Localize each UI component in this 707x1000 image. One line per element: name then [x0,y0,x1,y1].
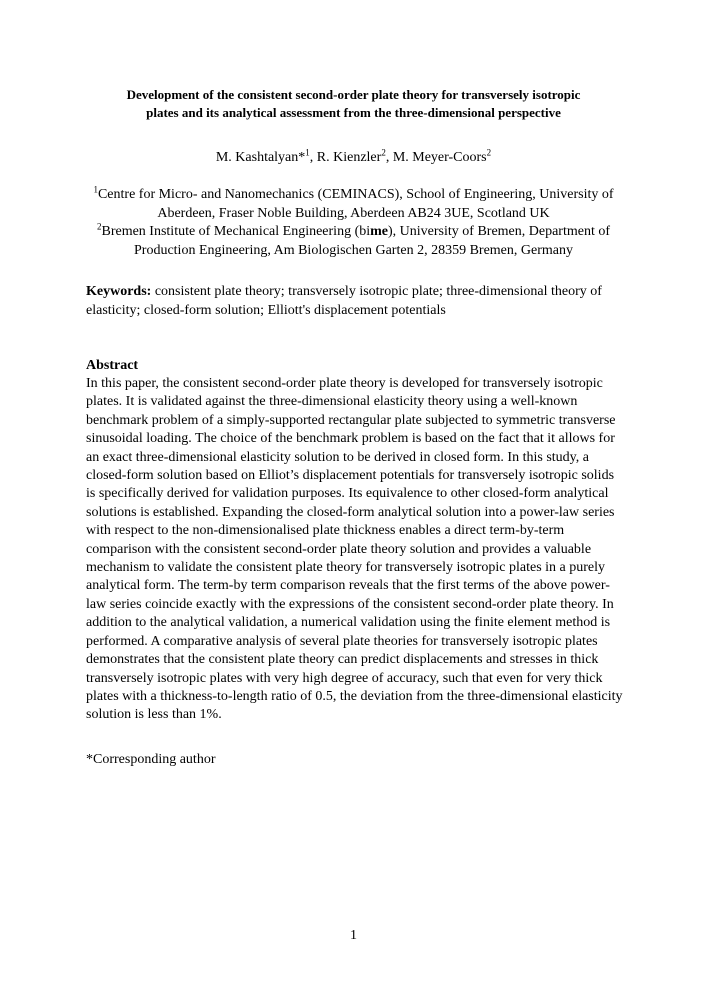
affiliation-1-mark: 1 [93,184,98,195]
affiliation-2 [86,223,621,260]
abstract-heading: Abstract [86,358,139,373]
affiliation-2-text-pre: Bremen Institute of Mechanical Engineering (bi [101,224,371,239]
author-kashtalyan-affil-mark: 1 [305,147,310,158]
corresponding-author-note: *Corresponding author [86,752,216,767]
title-line-2: plates and its analytical assessment from the three-dimensional perspective [146,105,561,120]
affiliation-2-text-bold: me [370,224,389,239]
author-separator: , [309,150,317,165]
author-separator: , [385,150,393,165]
abstract-body: In this paper, the consistent second-order plate theory is developed for transversely isotropic plates. It is validated against the three-dimensional elasticity theory using a well-known benchmark problem of a simply-supported rectangular plate subjected to symmetric transverse sinusoidal loading. The choice of the benchmark problem is based on the fact that it allows for an exact three-dimensional elasticity solution to be derived in closed form. In this study, a closed-form solution based on Elliot’s displacement potentials for transversely isotropic solids is specifically derived for validation purposes. Its equivalence to other closed-form analytical solutions is established. Expanding the closed-form analytical solution into a power-law series with respect to the non-dimensionalised plate thickness enables a direct term-by-term comparison with the consistent second-order plate theory solution and provides a valuable mechanism to validate the consistent plate theory for transversely isotropic plates in a purely analytical form. The term-by term comparison reveals that the first terms of the above power-law series coincide exactly with the expressions of the consistent second-order plate theory. In addition to the analytical validation, a numerical validation using the finite element method is performed. A comparative analysis of several plate theories for transversely isotropic plates demonstrates that the consistent plate theory can predict displacements and stresses in thick transversely isotropic plates with very high degree of accuracy, such that even for very thick plates with a thickness-to-length ratio of 0.5, the deviation from the three-dimensional elasticity solution is less than 1%. [86,376,623,723]
affiliation-list [86,186,621,260]
paper-title [90,86,617,122]
affiliation-1-text: Centre for Micro- and Nanomechanics (CEMINACS), School of Engineering, University of Aberdeen, Fraser Noble Building, Aberdeen AB24 3UE, Scotland UK [97,187,614,221]
author-meyer-coors: M. Meyer-Coors [392,150,487,165]
keywords-paragraph [86,282,621,320]
page-number: 1 [350,928,357,943]
author-kienzler-affil-mark: 2 [381,147,386,158]
author-meyer-coors-affil-mark: 2 [486,147,492,158]
affiliation-2-text-post: ), University of Bremen, Department of Production Engineering, Am Biologischen Garten 2, 28359 Bremen, Germany [134,224,611,258]
affiliation-1 [86,186,621,223]
author-kashtalyan: M. Kashtalyan* [215,150,306,165]
affiliation-2-mark: 2 [96,221,102,232]
author-list [86,149,621,167]
author-kienzler: R. Kienzler [316,150,382,165]
title-line-1: Development of the consistent second-order plate theory for transversely isotropic [126,87,581,102]
keywords-label: Keywords: [86,284,152,299]
keywords-text: consistent plate theory; transversely isotropic plate; three-dimensional theory of elasticity; closed-form solution; Elliott's displacement potentials [86,284,602,318]
